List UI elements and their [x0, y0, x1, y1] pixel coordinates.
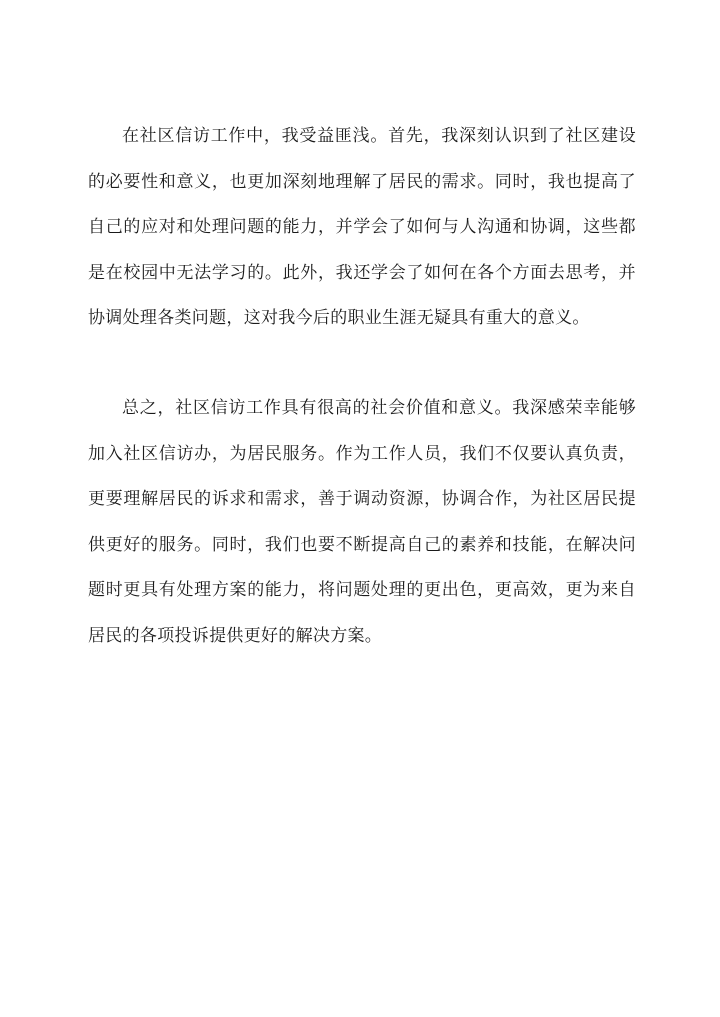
paragraph-conclusion: 总之，社区信访工作具有很高的社会价值和意义。我深感荣幸能够加入社区信访办，为居民服务。作为工作人员，我们不仅要认真负责，更要理解居民的诉求和需求，善于调动资源，协调合作，为社区居民提供更好的服务。同时，我们也要不断提高自己的素养和技能，在解决问题时更具有处理方案的能力，将问题处理的更出色，更高效，更为来自居民的各项投诉提供更好的解决方案。: [88, 398, 636, 646]
paragraph-reflection: 在社区信访工作中，我受益匪浅。首先，我深刻认识到了社区建设的必要性和意义，也更加深刻地理解了居民的需求。同时，我也提高了自己的应对和处理问题的能力，并学会了如何与人沟通和协调，这些都是在校园中无法学习的。此外，我还学会了如何在各个方面去思考，并协调处理各类问题，这对我今后的职业生涯无疑具有重大的意义。: [88, 126, 636, 328]
